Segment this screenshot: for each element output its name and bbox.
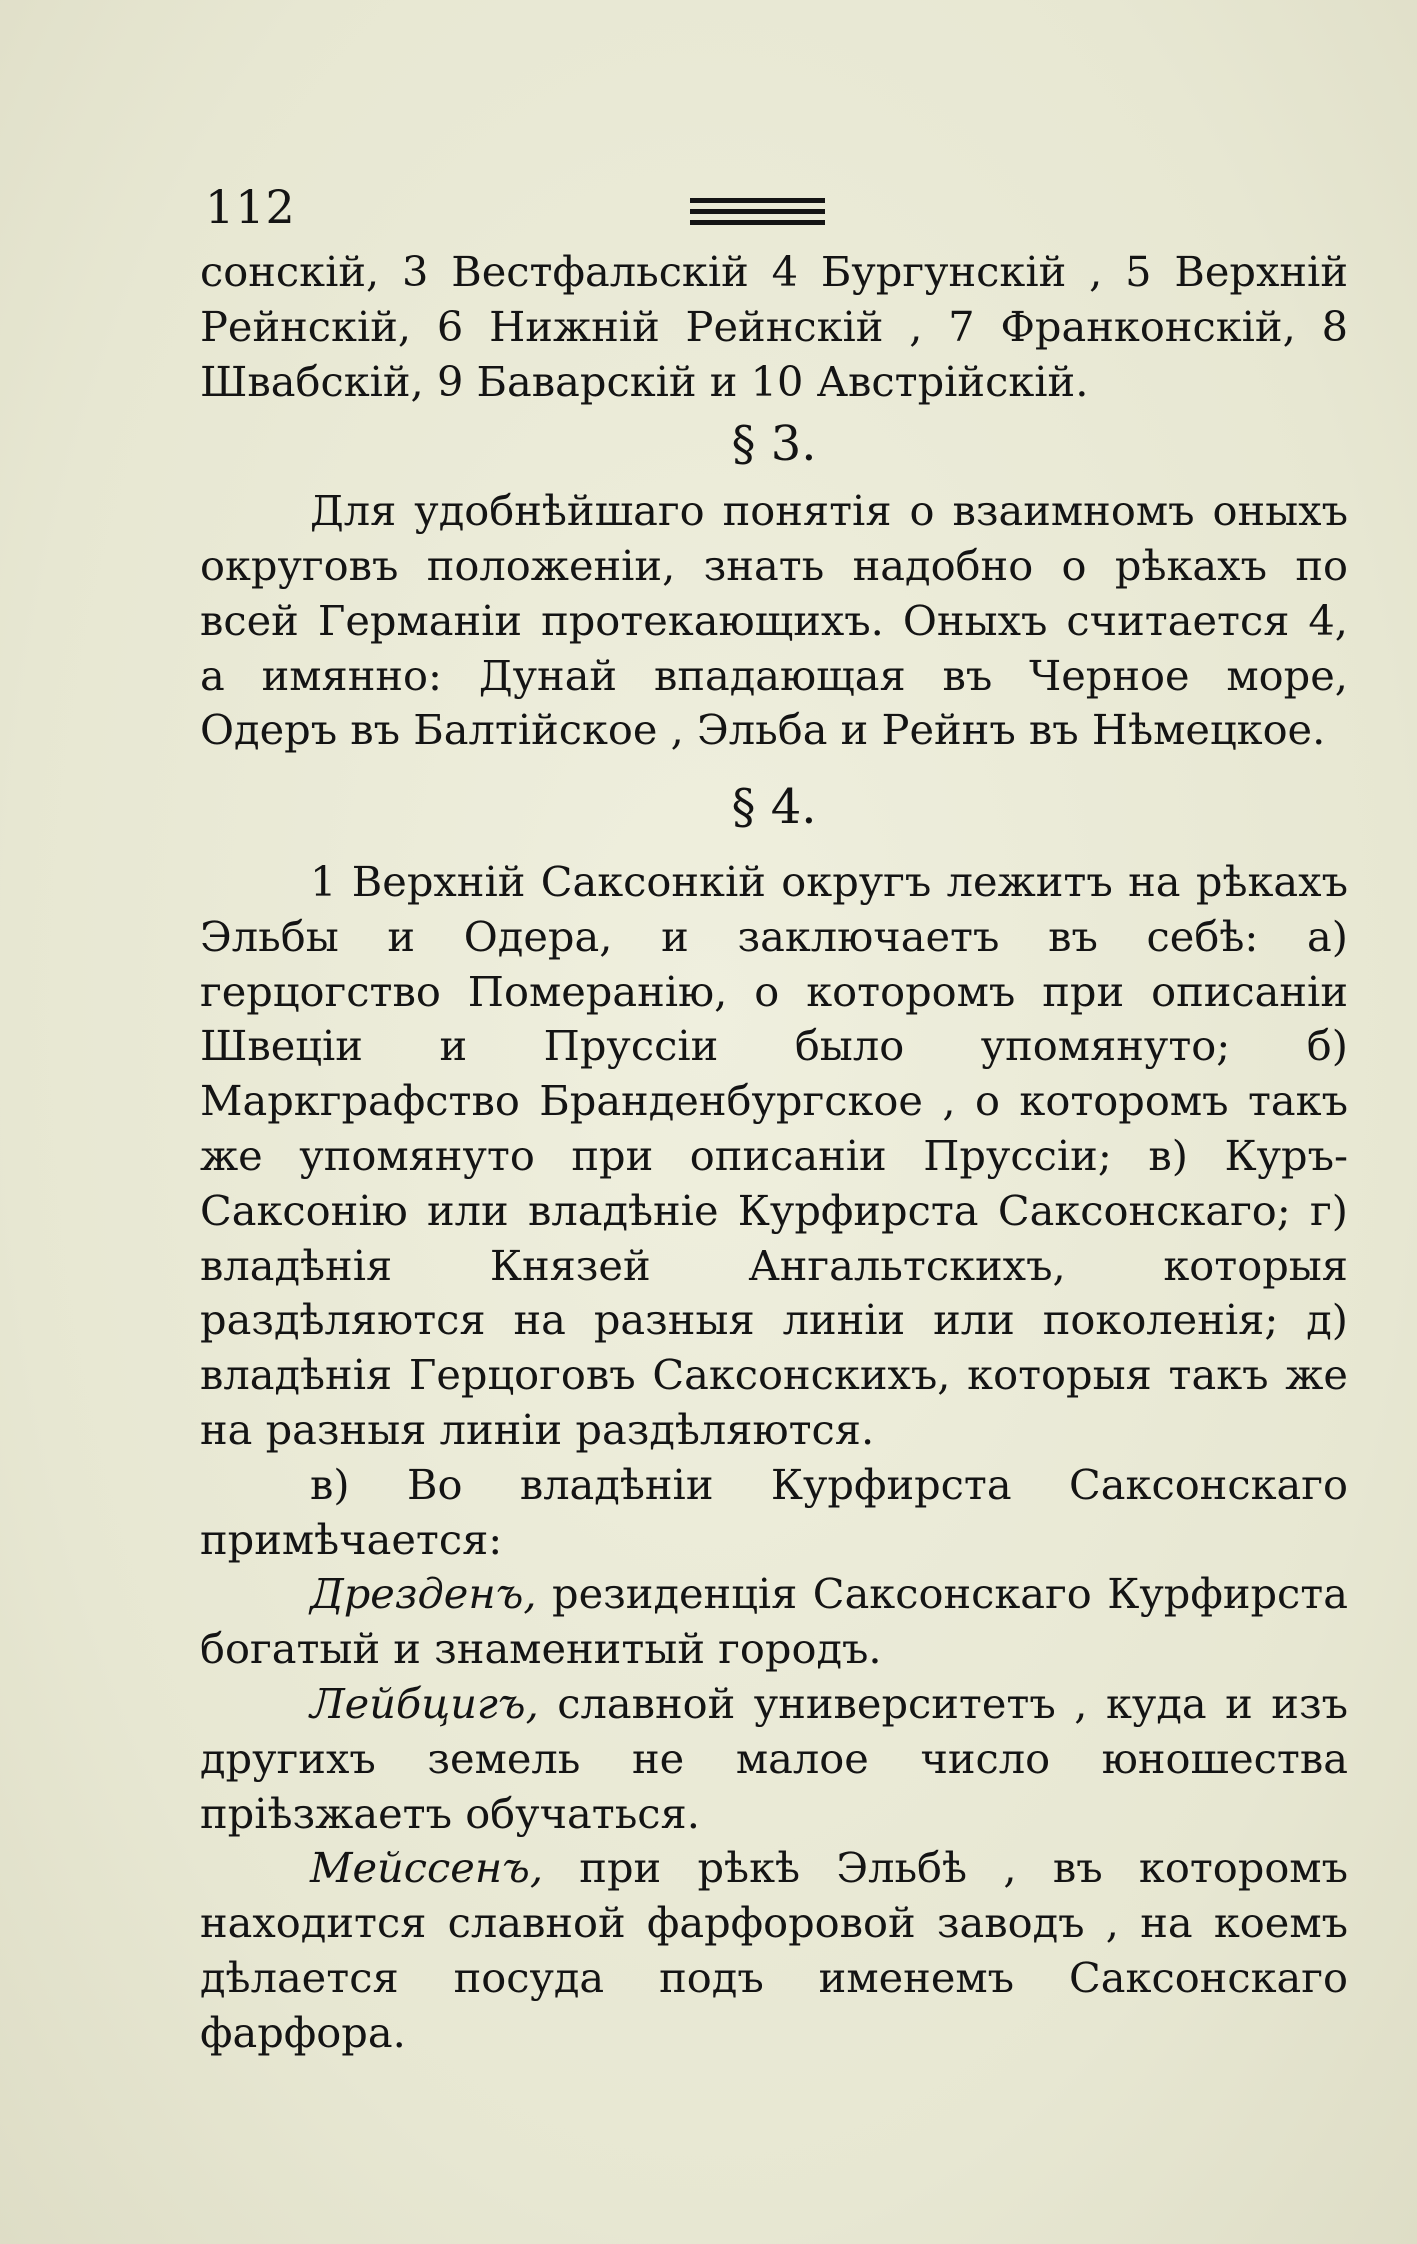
dresden-name: Дрезденъ, [310, 1569, 537, 1619]
page-header [205, 180, 1337, 240]
page-number: 112 [205, 180, 296, 234]
section-heading-3: § 3. [731, 416, 817, 473]
meissen-entry [200, 1841, 1348, 2060]
page-body [200, 245, 1348, 2061]
leipzig-name: Лейбцигъ, [310, 1678, 539, 1728]
meissen-description: при рѣкѣ Эльбѣ , въ которомъ находится славной фарфоровой заводъ , на коемъ дѣлается посуда подъ именемъ Саксонскаго фарфора. [200, 1843, 1348, 2057]
subsection-paragraph: в) Во владѣніи Курфирста Саксонскаго примѣчается: [200, 1459, 1348, 1564]
leipzig-entry [200, 1677, 1348, 1841]
section-3-paragraph: Для удобнѣйшаго понятія о взаимномъ оныхъ округовъ положеніи, знать надобно о рѣкахъ по всей Германіи протекающихъ. Оныхъ считается 4, а имянно: Дунай впадающая въ Черное море, Одеръ въ Балтійское , Эльба и Рейнъ въ Нѣмецкое. [200, 486, 1348, 755]
section-4-paragraph: 1 Верхній Саксонкій округъ лежитъ на рѣкахъ Эльбы и Одера, и заключаетъ въ себѣ: а) герцогство Померанію, о которомъ при описаніи Швеціи и Пруссіи было упомянуто; б) Маркграфство Бранденбургское , о которомъ такъ же упомянуто при описаніи Пруссіи; в) Куръ-Саксонію или владѣніе Курфирста Саксонскаго; г) владѣнія Князей Ангальтскихъ, которыя раздѣляются на разныя линіи или поколенія; д) владѣнія Герцоговъ Саксонскихъ, которыя такъ же на разныя линіи раздѣляются. [200, 856, 1348, 1454]
section-heading-4: § 4. [731, 779, 817, 836]
continuation-paragraph: сонскій, 3 Вестфальскій 4 Бургунскій , 5 Верхній Рейнскій, 6 Нижній Рейнскій , 7 Франконскій, 8 Швабскій, 9 Баварскій и 10 Австрійскій. [200, 247, 1348, 406]
meissen-name: Мейссенъ, [310, 1843, 544, 1893]
leipzig-description: славной университетъ , куда и изъ другихъ земель не малое число юношества пріѣзжаетъ обучаться. [200, 1678, 1348, 1838]
header-rule-ornament [690, 198, 825, 231]
dresden-description: резиденція Саксонскаго Курфирста богатый и знаменитый городъ. [200, 1569, 1348, 1674]
dresden-entry [200, 1567, 1348, 1677]
